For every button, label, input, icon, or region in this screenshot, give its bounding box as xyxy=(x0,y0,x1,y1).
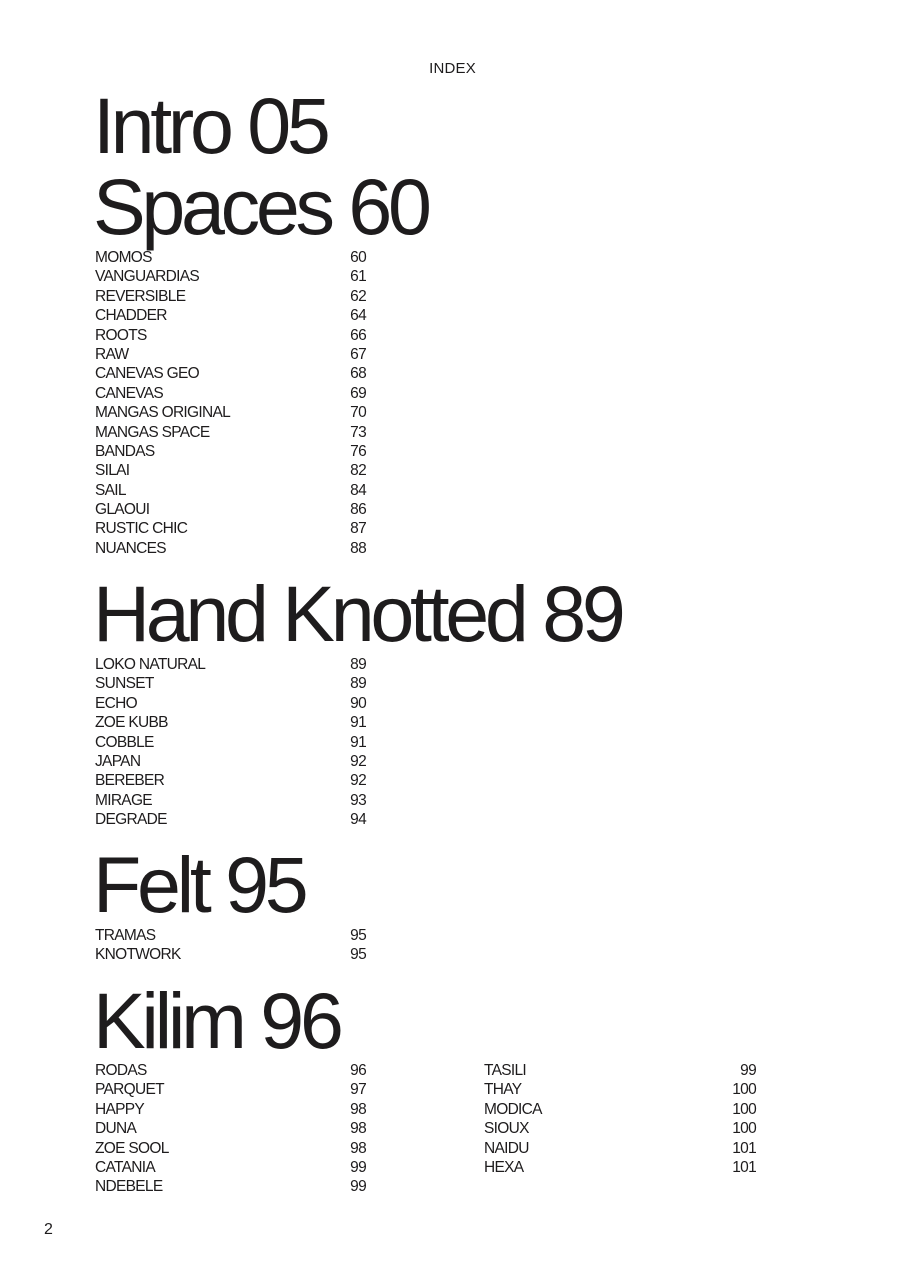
index-entry xyxy=(95,384,366,403)
hand-knotted-entry-list xyxy=(95,655,366,830)
entry-page-number: 62 xyxy=(350,287,366,305)
entry-name: VANGUARDIAS xyxy=(95,268,199,286)
entry-name: ZOE SOOL xyxy=(95,1139,169,1157)
index-entry xyxy=(95,1158,366,1177)
entry-name: JAPAN xyxy=(95,752,141,770)
entry-page-number: 61 xyxy=(350,268,366,286)
entry-page-number: 89 xyxy=(350,675,366,693)
entry-name: RUSTIC CHIC xyxy=(95,520,188,538)
kilim-entry-list-left xyxy=(95,1061,366,1197)
index-entry xyxy=(484,1158,756,1177)
entry-page-number: 95 xyxy=(350,927,366,944)
kilim-entry-list-right xyxy=(484,1061,756,1177)
entry-name: ECHO xyxy=(95,694,137,712)
entry-name: DEGRADE xyxy=(95,811,167,829)
entry-name: COBBLE xyxy=(95,733,154,751)
entry-name: BEREBER xyxy=(95,772,165,790)
entry-page-number: 98 xyxy=(350,1139,366,1157)
index-entry xyxy=(484,1080,756,1099)
entry-page-number: 94 xyxy=(350,811,366,829)
entry-name: RAW xyxy=(95,345,129,363)
entry-page-number: 87 xyxy=(350,520,366,538)
entry-page-number: 91 xyxy=(350,714,366,732)
entry-name: MANGAS SPACE xyxy=(95,423,210,441)
entry-name: THAY xyxy=(484,1081,522,1099)
entry-page-number: 97 xyxy=(350,1081,366,1099)
entry-page-number: 98 xyxy=(350,1120,366,1138)
index-entry xyxy=(95,926,366,945)
index-entry xyxy=(95,752,366,771)
spaces-entry-list xyxy=(95,248,366,558)
entry-page-number: 95 xyxy=(350,946,366,964)
entry-name: ROOTS xyxy=(95,326,147,344)
entry-name: PARQUET xyxy=(95,1081,164,1099)
index-entry xyxy=(95,674,366,693)
index-entry xyxy=(95,481,366,500)
index-entry xyxy=(95,1177,366,1196)
index-entry xyxy=(95,694,366,713)
entry-name: MANGAS ORIGINAL xyxy=(95,404,231,422)
entry-page-number: 98 xyxy=(350,1100,366,1118)
section-heading-kilim: Kilim 96 xyxy=(93,976,340,1065)
entry-name: TASILI xyxy=(484,1062,527,1079)
entry-page-number: 76 xyxy=(350,442,366,460)
entry-page-number: 100 xyxy=(732,1081,756,1099)
entry-name: SIOUX xyxy=(484,1120,529,1138)
entry-page-number: 60 xyxy=(350,249,366,266)
entry-page-number: 88 xyxy=(350,539,366,557)
index-entry xyxy=(95,267,366,286)
entry-name: NUANCES xyxy=(95,539,166,557)
entry-name: CANEVAS xyxy=(95,384,164,402)
entry-name: SUNSET xyxy=(95,675,154,693)
section-heading-intro: Intro 05 xyxy=(93,81,327,170)
index-entry xyxy=(95,1100,366,1119)
entry-page-number: 70 xyxy=(350,404,366,422)
entry-name: NDEBELE xyxy=(95,1178,163,1196)
entry-page-number: 69 xyxy=(350,384,366,402)
entry-page-number: 68 xyxy=(350,365,366,383)
index-entry xyxy=(95,791,366,810)
entry-page-number: 99 xyxy=(740,1062,756,1079)
index-entry xyxy=(95,345,366,364)
index-entry xyxy=(95,442,366,461)
index-entry xyxy=(95,733,366,752)
index-entry xyxy=(484,1061,756,1080)
index-entry xyxy=(95,306,366,325)
index-entry xyxy=(95,1139,366,1158)
index-entry xyxy=(95,461,366,480)
entry-name: CATANIA xyxy=(95,1158,155,1176)
entry-page-number: 101 xyxy=(732,1139,756,1157)
entry-name: KNOTWORK xyxy=(95,946,181,964)
entry-name: RODAS xyxy=(95,1062,147,1079)
entry-name: SILAI xyxy=(95,462,130,480)
entry-page-number: 64 xyxy=(350,307,366,325)
entry-name: GLAOUI xyxy=(95,501,150,519)
entry-name: REVERSIBLE xyxy=(95,287,186,305)
index-entry xyxy=(95,655,366,674)
entry-page-number: 91 xyxy=(350,733,366,751)
entry-page-number: 89 xyxy=(350,656,366,673)
entry-page-number: 82 xyxy=(350,462,366,480)
entry-page-number: 67 xyxy=(350,345,366,363)
entry-name: HEXA xyxy=(484,1158,524,1176)
entry-name: SAIL xyxy=(95,481,126,499)
page-header: INDEX xyxy=(429,60,476,77)
entry-page-number: 90 xyxy=(350,694,366,712)
entry-page-number: 92 xyxy=(350,772,366,790)
entry-name: MOMOS xyxy=(95,249,152,266)
entry-page-number: 66 xyxy=(350,326,366,344)
index-entry xyxy=(95,1119,366,1138)
entry-name: NAIDU xyxy=(484,1139,529,1157)
entry-page-number: 86 xyxy=(350,501,366,519)
entry-name: DUNA xyxy=(95,1120,137,1138)
index-entry xyxy=(95,810,366,829)
entry-name: CANEVAS GEO xyxy=(95,365,199,383)
index-entry xyxy=(95,1080,366,1099)
entry-page-number: 73 xyxy=(350,423,366,441)
entry-page-number: 93 xyxy=(350,791,366,809)
index-entry xyxy=(95,1061,366,1080)
entry-name: LOKO NATURAL xyxy=(95,656,206,673)
entry-name: MIRAGE xyxy=(95,791,152,809)
index-entry xyxy=(95,364,366,383)
index-entry xyxy=(95,771,366,790)
index-entry xyxy=(95,539,366,558)
index-entry xyxy=(95,500,366,519)
entry-name: ZOE KUBB xyxy=(95,714,168,732)
index-entry xyxy=(95,945,366,964)
index-entry xyxy=(95,403,366,422)
index-entry xyxy=(95,713,366,732)
entry-name: TRAMAS xyxy=(95,927,156,944)
felt-entry-list xyxy=(95,926,366,965)
index-entry xyxy=(95,326,366,345)
entry-page-number: 92 xyxy=(350,752,366,770)
index-entry xyxy=(484,1119,756,1138)
section-heading-felt: Felt 95 xyxy=(93,840,305,929)
entry-page-number: 99 xyxy=(350,1158,366,1176)
index-entry xyxy=(95,423,366,442)
index-entry xyxy=(95,248,366,267)
entry-page-number: 84 xyxy=(350,481,366,499)
entry-name: HAPPY xyxy=(95,1100,145,1118)
entry-page-number: 96 xyxy=(350,1062,366,1079)
index-entry xyxy=(484,1100,756,1119)
entry-page-number: 100 xyxy=(732,1120,756,1138)
entry-page-number: 99 xyxy=(350,1178,366,1196)
entry-page-number: 100 xyxy=(732,1100,756,1118)
entry-name: CHADDER xyxy=(95,307,167,325)
index-entry xyxy=(484,1139,756,1158)
section-heading-spaces: Spaces 60 xyxy=(93,162,428,251)
entry-page-number: 101 xyxy=(732,1158,756,1176)
entry-name: BANDAS xyxy=(95,442,155,460)
index-entry xyxy=(95,519,366,538)
section-heading-hand-knotted: Hand Knotted 89 xyxy=(93,569,622,658)
entry-name: MODICA xyxy=(484,1100,542,1118)
page-number: 2 xyxy=(44,1221,53,1238)
index-entry xyxy=(95,287,366,306)
